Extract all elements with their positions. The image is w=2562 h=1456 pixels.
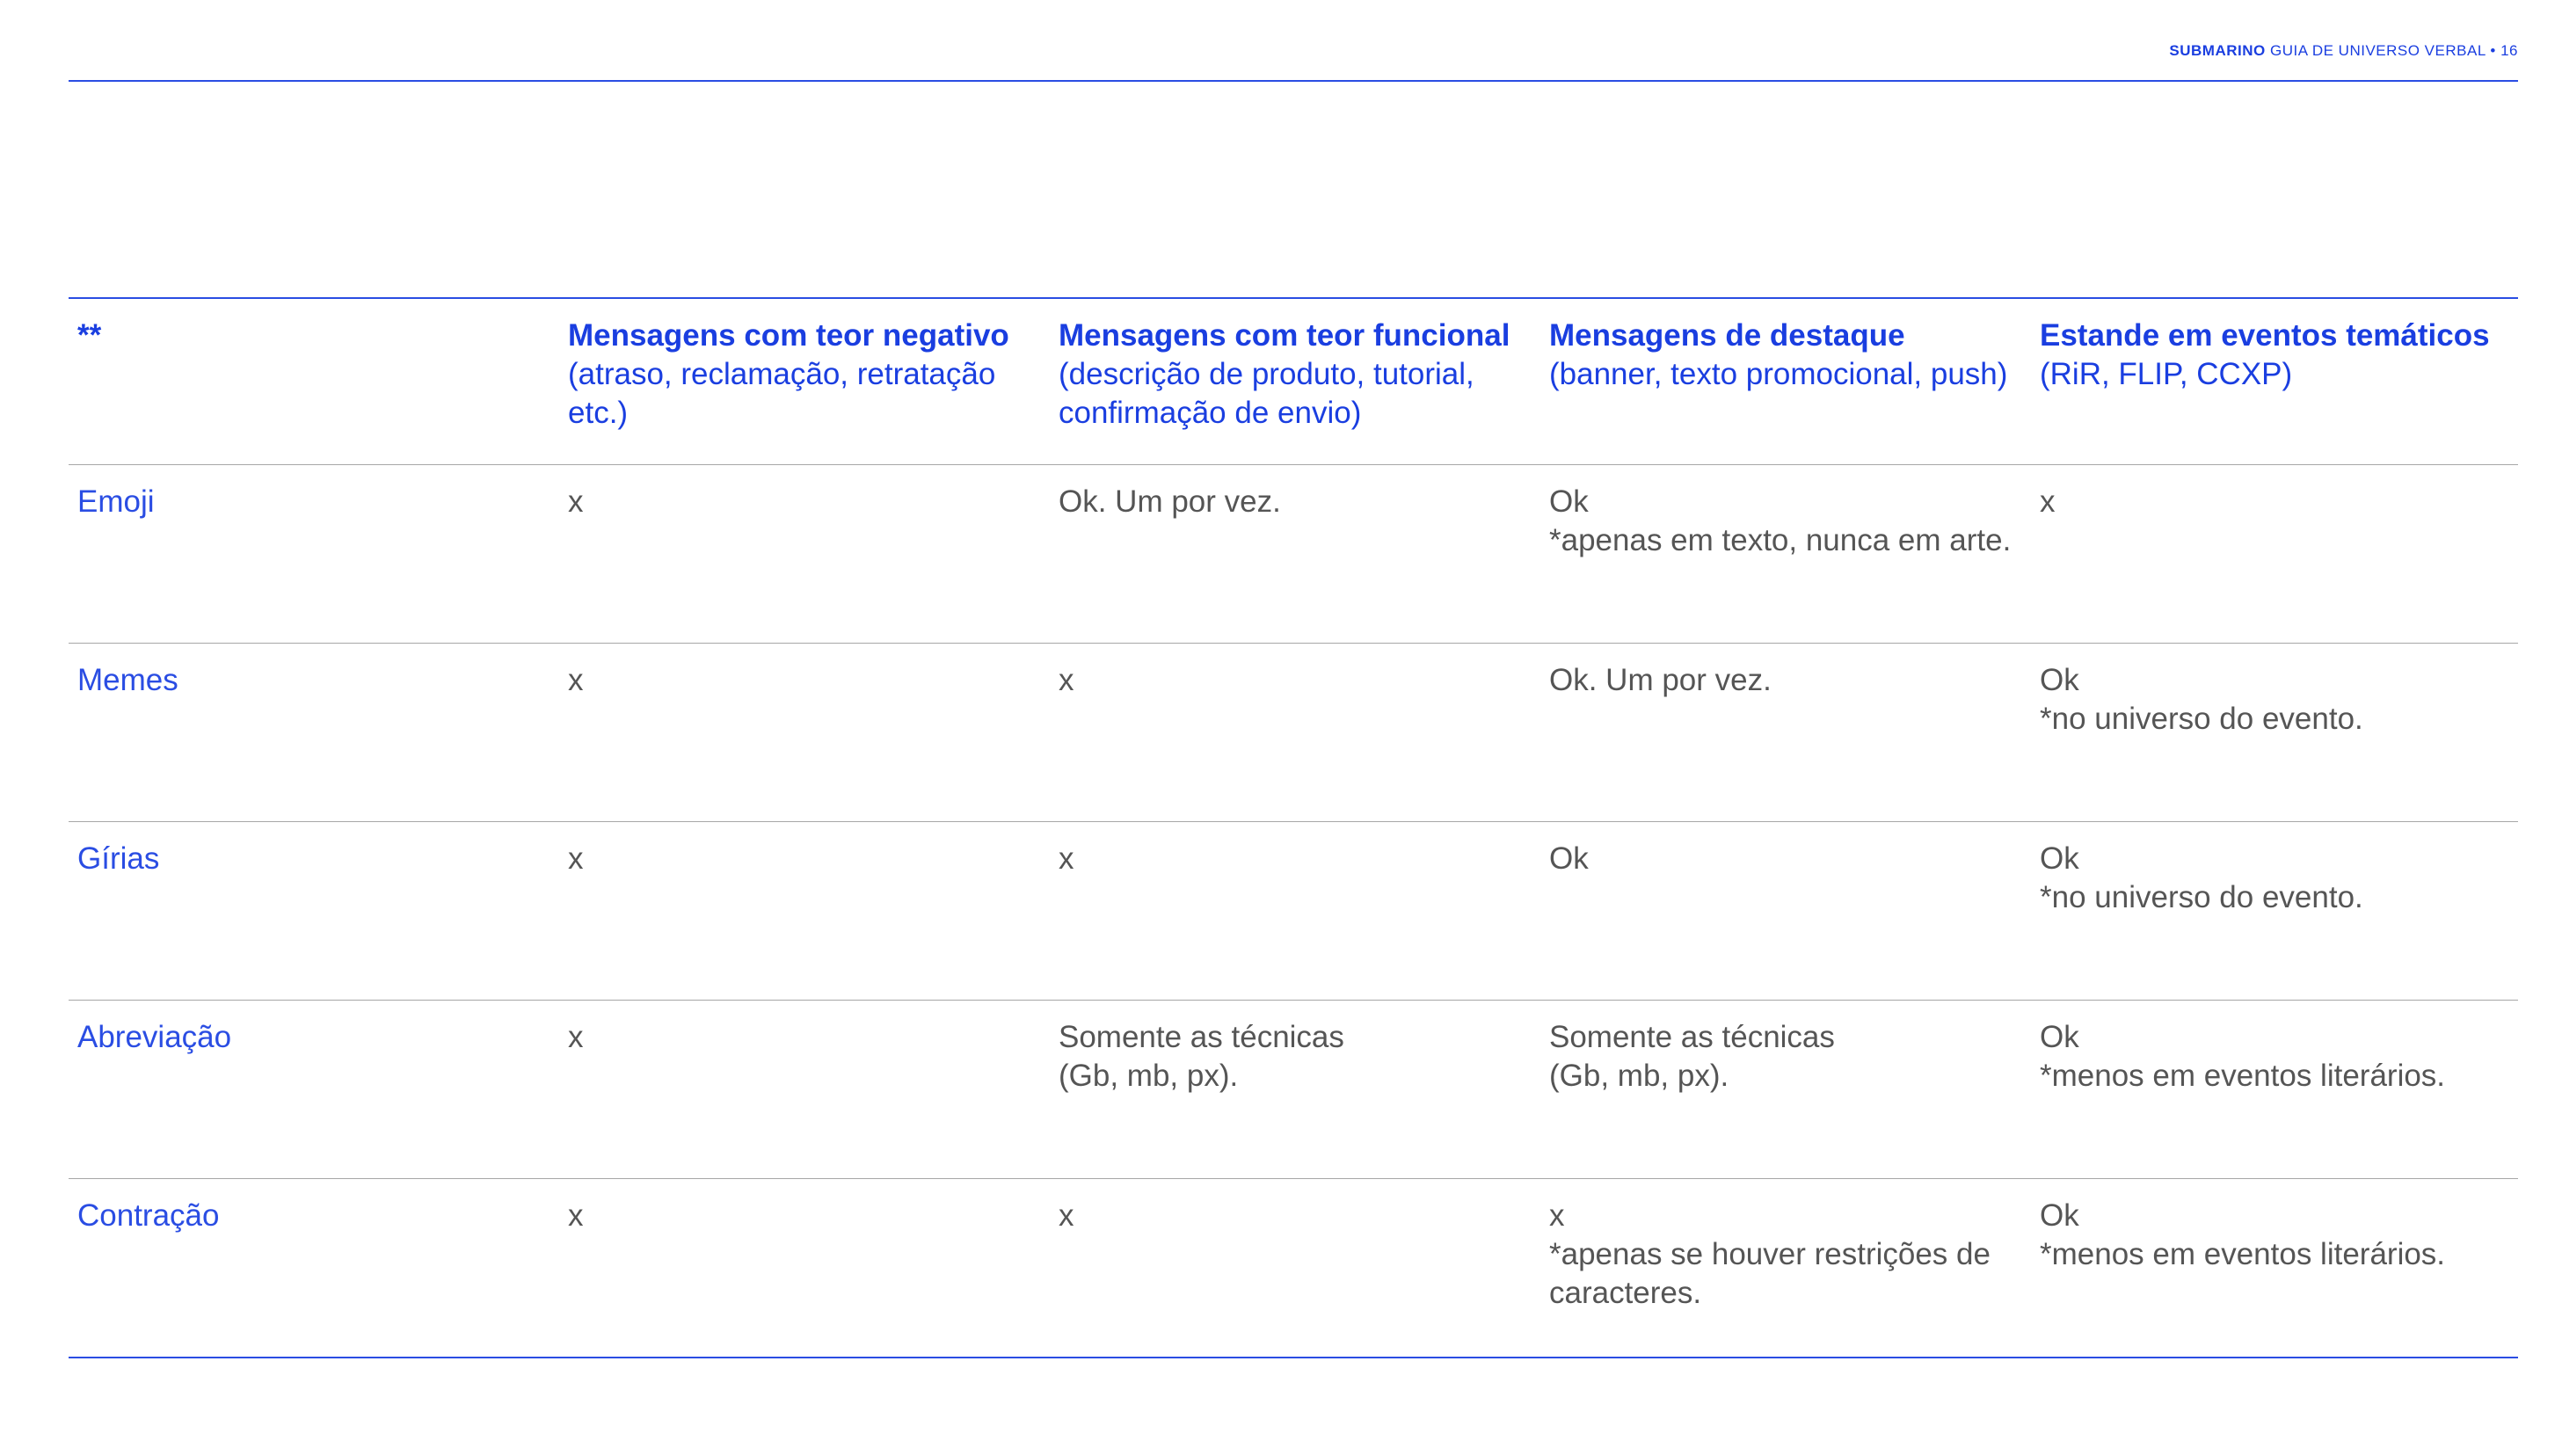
cell-value: x xyxy=(568,1198,584,1233)
cell-value: Ok xyxy=(2040,1198,2079,1233)
table-cell xyxy=(1050,644,1540,821)
cell-value: Ok. Um por vez. xyxy=(1549,663,1772,697)
table-cell xyxy=(1050,465,1540,643)
row-label: Contração xyxy=(77,1198,220,1233)
table-cell xyxy=(1050,1179,1540,1357)
header-divider xyxy=(69,80,2518,82)
cell-note: (Gb, mb, px). xyxy=(1059,1059,1239,1093)
table-cell xyxy=(1050,822,1540,1000)
table-cell xyxy=(559,1179,1050,1357)
corner-label: ** xyxy=(77,318,102,353)
brand-name: SUBMARINO xyxy=(2169,42,2266,59)
cell-value: x xyxy=(1549,1198,1565,1233)
table-row xyxy=(69,1178,2518,1357)
table-cell xyxy=(2031,465,2518,643)
row-label: Memes xyxy=(77,663,178,697)
row-label: Gírias xyxy=(77,841,160,876)
column-subtitle: (descrição de produto, tutorial, confirmação de envio) xyxy=(1059,357,1474,430)
row-label: Emoji xyxy=(77,484,155,519)
cell-value: x xyxy=(568,841,584,876)
table-row xyxy=(69,821,2518,1000)
cell-value: x xyxy=(568,484,584,519)
table-corner-cell xyxy=(69,299,559,464)
cell-value: Somente as técnicas xyxy=(1549,1020,1835,1054)
table-cell xyxy=(2031,644,2518,821)
cell-note: *apenas se houver restrições de caracteres. xyxy=(1549,1237,1991,1310)
cell-note: *apenas em texto, nunca em arte. xyxy=(1549,523,2012,557)
column-subtitle: (atraso, reclamação, retratação etc.) xyxy=(568,357,996,430)
table-row xyxy=(69,1000,2518,1178)
table-cell xyxy=(2031,1179,2518,1357)
cell-value: Ok xyxy=(1549,841,1589,876)
cell-value: x xyxy=(568,1020,584,1054)
cell-value: x xyxy=(1059,841,1074,876)
table-cell xyxy=(559,1001,1050,1178)
header-separator: • xyxy=(2490,42,2496,59)
table-cell xyxy=(1540,822,2031,1000)
cell-note: *menos em eventos literários. xyxy=(2040,1237,2446,1271)
cell-value: Ok xyxy=(2040,663,2079,697)
cell-value: x xyxy=(2040,484,2056,519)
table-cell xyxy=(2031,1001,2518,1178)
page-header xyxy=(2169,42,2518,60)
cell-value: x xyxy=(1059,663,1074,697)
cell-value: Somente as técnicas xyxy=(1059,1020,1344,1054)
column-subtitle: (banner, texto promocional, push) xyxy=(1549,357,2008,391)
table-cell xyxy=(2031,822,2518,1000)
table-header-row xyxy=(69,299,2518,464)
column-header xyxy=(559,299,1050,464)
cell-note: *no universo do evento. xyxy=(2040,702,2363,736)
table-cell xyxy=(559,822,1050,1000)
column-title: Mensagens de destaque xyxy=(1549,318,1905,353)
row-label: Abreviação xyxy=(77,1020,232,1054)
cell-value: Ok xyxy=(2040,841,2079,876)
column-header xyxy=(1050,299,1540,464)
table-cell xyxy=(1540,1179,2031,1357)
cell-note: (Gb, mb, px). xyxy=(1549,1059,1729,1093)
column-header xyxy=(1540,299,2031,464)
cell-value: x xyxy=(1059,1198,1074,1233)
table-cell xyxy=(1540,465,2031,643)
table-cell xyxy=(559,465,1050,643)
cell-value: x xyxy=(568,663,584,697)
page-number: 16 xyxy=(2500,42,2518,59)
cell-note: *no universo do evento. xyxy=(2040,880,2363,914)
guide-title: GUIA DE UNIVERSO VERBAL xyxy=(2269,42,2486,59)
column-title: Mensagens com teor funcional xyxy=(1059,318,1510,353)
table-cell xyxy=(1540,1001,2031,1178)
cell-note: *menos em eventos literários. xyxy=(2040,1059,2446,1093)
table-row xyxy=(69,464,2518,643)
column-title: Mensagens com teor negativo xyxy=(568,318,1009,353)
cell-value: Ok xyxy=(1549,484,1589,519)
table-cell xyxy=(1050,1001,1540,1178)
table-cell xyxy=(1540,644,2031,821)
cell-value: Ok xyxy=(2040,1020,2079,1054)
usage-table xyxy=(69,297,2518,1358)
column-title: Estande em eventos temáticos xyxy=(2040,318,2490,353)
cell-value: Ok. Um por vez. xyxy=(1059,484,1281,519)
table-cell xyxy=(559,644,1050,821)
table-row xyxy=(69,643,2518,821)
column-subtitle: (RiR, FLIP, CCXP) xyxy=(2040,357,2293,391)
column-header xyxy=(2031,299,2518,464)
